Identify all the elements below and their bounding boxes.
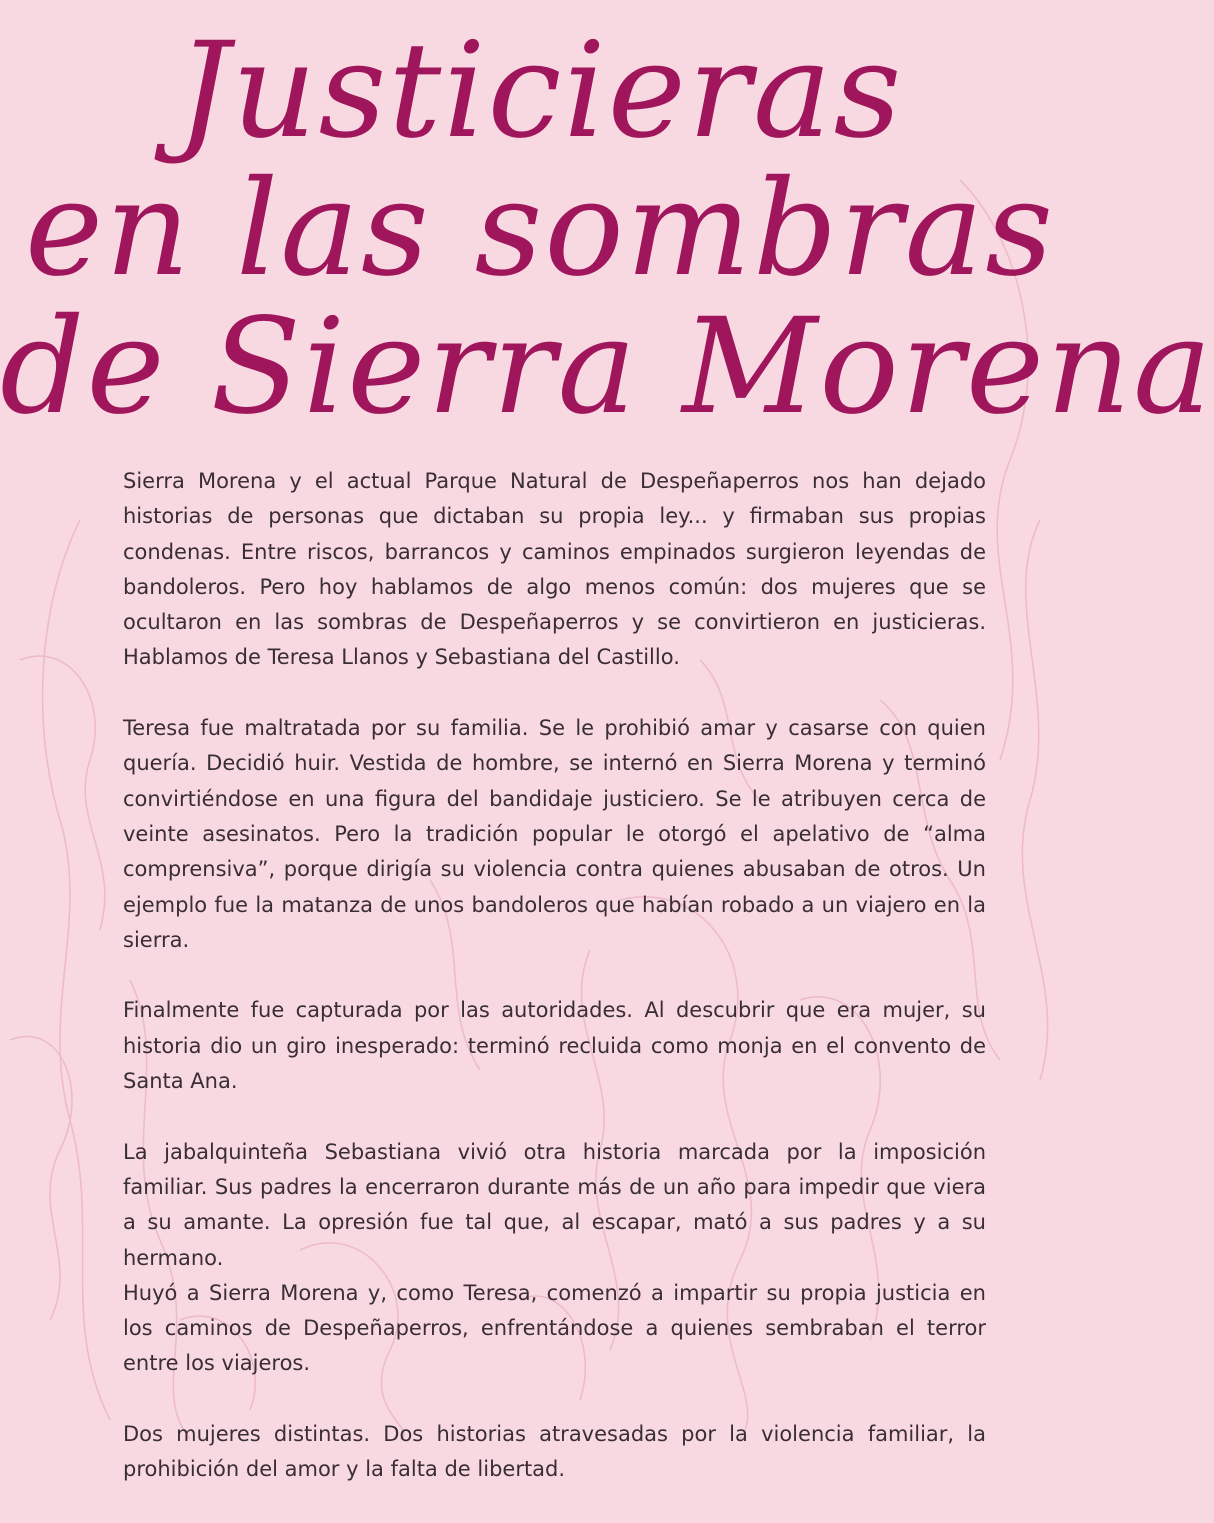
article-body xyxy=(123,464,986,1523)
paragraph-teresa: Teresa fue maltratada por su familia. Se le prohibió amar y casarse con quien quería. Decidió huir. Vestida de hombre, se internó en Sierra Morena y terminó convirtiéndose en una figura del bandidaje justiciero. Se le atribuyen cerca de veinte asesinatos. Pero la tradición popular le otorgó el apelativo de “alma comprensiva”, porque dirigía su violencia contra quienes abusaban de otros. Un ejemplo fue la matanza de unos bandoleros que habían robado a un viajero en la sierra. xyxy=(123,716,986,952)
paragraph-capture: Finalmente fue capturada por las autoridades. Al descubrir que era mujer, su historia dio un giro inesperado: terminó recluida como monja en el convento de Santa Ana. xyxy=(123,998,986,1094)
paragraph-intro: Sierra Morena y el actual Parque Natural de Despeñaperros nos han dejado historias de personas que dictaban su propia ley... y firmaban sus propias condenas. Entre riscos, barrancos y caminos empinados surgieron leyendas de bandoleros. Pero hoy hablamos de algo menos común: dos mujeres que se ocultaron en las sombras de Despeñaperros y se convirtieron en justicieras. Hablamos de Teresa Llanos y Sebastiana del Castillo. xyxy=(123,469,986,670)
title-line-2: en las sombras xyxy=(24,152,1056,306)
title-line-1: Justicieras xyxy=(176,14,904,168)
paragraph-conclusion: Dos mujeres distintas. Dos historias atravesadas por la violencia familiar, la prohibición del amor y la falta de libertad. xyxy=(123,1422,986,1482)
paragraph-sebastiana-flight: Huyó a Sierra Morena y, como Teresa, comenzó a impartir su propia justicia en los caminos de Despeñaperros, enfrentándose a quienes sembraban el terror entre los viajeros. xyxy=(123,1280,986,1376)
title-line-3: de Sierra Morena xyxy=(0,290,1214,444)
paragraph-sebastiana: La jabalquinteña Sebastiana vivió otra historia marcada por la imposición familiar. Sus padres la encerraron durante más de un año para impedir que viera a su amante. La opresión fue tal que, al escapar, mató a sus padres y a su hermano. xyxy=(123,1139,986,1270)
page-title xyxy=(0,14,1214,444)
